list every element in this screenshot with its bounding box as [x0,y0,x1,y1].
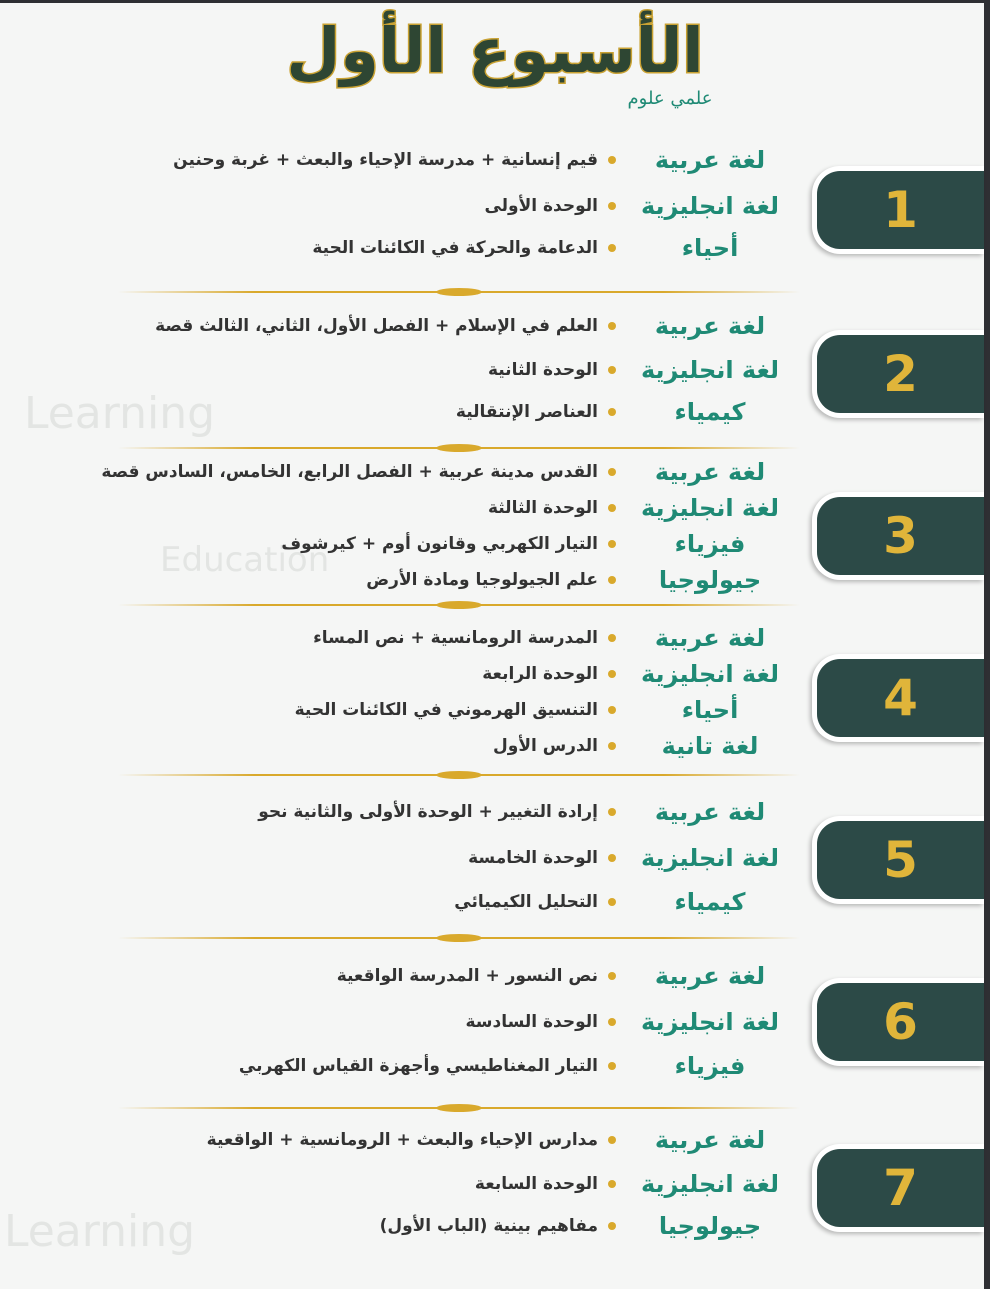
schedule-row [173,146,800,174]
topic-text: مفاهيم بينية (الباب الأول) [379,1216,598,1236]
week-number-box [812,492,984,580]
subject-label: لغة عربية [654,962,766,990]
bullet-icon [608,1062,616,1070]
topic-text: قيم إنسانية + مدرسة الإحياء والبعث + غربة وحنين [173,150,598,170]
subject-label: لغة انجليزية [640,660,780,688]
page-subtitle: علمي علوم [627,88,713,109]
topic-text: التيار المغناطيسي وأجهزة القياس الكهربي [238,1056,598,1076]
subject-label: أحياء [681,696,739,724]
topic-text: التحليل الكيميائي [454,892,598,912]
topic-text: الوحدة الخامسة [468,848,598,868]
topic-text: مدارس الإحياء والبعث + الرومانسية + الواقعية [206,1130,598,1150]
bullet-icon [608,408,616,416]
subject-label: لغة عربية [654,1126,766,1154]
bullet-icon [608,634,616,642]
schedule-row [337,962,800,990]
schedule-row [281,530,800,558]
subject-label: لغة عربية [654,312,766,340]
section-divider [118,1107,800,1109]
topic-text: الوحدة الثانية [487,360,598,380]
week-number: 4 [883,669,918,727]
schedule-row [488,356,800,384]
week-number: 1 [883,181,918,239]
schedule-row [313,624,800,652]
subject-label: لغة انجليزية [640,356,780,384]
bullet-icon [608,244,616,252]
topic-text: الوحدة السابعة [474,1174,598,1194]
subject-label: لغة انجليزية [640,192,780,220]
bullet-icon [608,322,616,330]
subject-label: لغة تانية [661,732,759,760]
bullet-icon [608,1222,616,1230]
topic-text: إرادة التغيير + الوحدة الأولى والثانية نحو [258,802,598,822]
bullet-icon [608,706,616,714]
schedule-row [312,234,800,262]
page-title: الأسبوع الأول [286,14,704,87]
schedule-row [155,312,800,340]
subject-label: فيزياء [674,530,746,558]
topic-text: التنسيق الهرموني في الكائنات الحية [294,700,598,720]
bullet-icon [608,156,616,164]
subject-label: جيولوجيا [658,566,762,594]
schedule-row [380,1212,800,1240]
topic-text: علم الجيولوجيا ومادة الأرض [366,570,598,590]
bullet-icon [608,576,616,584]
schedule-row [454,888,800,916]
topic-text: الوحدة الأولى [484,196,598,216]
week-number-box [812,330,984,418]
bullet-icon [608,468,616,476]
bullet-icon [608,670,616,678]
week-number: 5 [883,831,918,889]
subject-label: لغة عربية [654,458,766,486]
schedule-row [456,398,800,426]
week-number: 3 [883,507,918,565]
section-divider [118,937,800,939]
bullet-icon [608,898,616,906]
bullet-icon [608,366,616,374]
week-number: 6 [883,993,918,1051]
week-number: 2 [883,345,918,403]
subject-label: لغة عربية [654,146,766,174]
bullet-icon [608,1180,616,1188]
top-edge [0,0,990,3]
schedule-row [239,1052,800,1080]
bullet-icon [608,202,616,210]
right-edge [984,0,990,1289]
bullet-icon [608,808,616,816]
subject-label: أحياء [681,234,739,262]
schedule-row [482,660,800,688]
subject-label: لغة انجليزية [640,844,780,872]
bullet-icon [608,972,616,980]
week-number-box [812,166,984,254]
bullet-icon [608,504,616,512]
topic-text: الوحدة السادسة [465,1012,598,1032]
section-divider [118,291,800,293]
subject-label: لغة عربية [654,624,766,652]
watermark-text: Learning [4,1206,196,1257]
bullet-icon [608,540,616,548]
schedule-row [465,1008,800,1036]
subject-label: لغة انجليزية [640,1008,780,1036]
topic-text: العناصر الإنتقالية [455,402,598,422]
section-divider [118,604,800,606]
bullet-icon [608,1018,616,1026]
bullet-icon [608,854,616,862]
section-divider [118,447,800,449]
topic-text: المدرسة الرومانسية + نص المساء [313,628,598,648]
schedule-row [207,1126,800,1154]
schedule-row [493,732,800,760]
schedule-row [488,494,800,522]
schedule-row [484,192,800,220]
schedule-row [258,798,800,826]
topic-text: الوحدة الثالثة [487,498,598,518]
week-number-box [812,654,984,742]
topic-text: الوحدة الرابعة [482,664,598,684]
subject-label: لغة عربية [654,798,766,826]
topic-text: الدرس الأول [493,736,598,756]
subject-label: لغة انجليزية [640,1170,780,1198]
topic-text: العلم في الإسلام + الفصل الأول، الثاني، الثالث قصة [155,316,598,336]
week-number-box [812,816,984,904]
topic-text: التيار الكهربي وقانون أوم + كيرشوف [281,534,598,554]
bullet-icon [608,1136,616,1144]
section-divider [118,774,800,776]
schedule-row [475,1170,800,1198]
watermark-text: Education [160,540,330,580]
subject-label: كيمياء [674,888,746,916]
schedule-row [468,844,800,872]
topic-text: القدس مدينة عربية + الفصل الرابع، الخامس، السادس قصة [101,462,598,482]
week-number-box [812,978,984,1066]
subject-label: جيولوجيا [658,1212,762,1240]
schedule-row [366,566,800,594]
schedule-row [101,458,800,486]
schedule-row [295,696,800,724]
week-number-box [812,1144,984,1232]
topic-text: نص النسور + المدرسة الواقعية [336,966,598,986]
topic-text: الدعامة والحركة في الكائنات الحية [312,238,598,258]
week-number: 7 [883,1159,918,1217]
subject-label: فيزياء [674,1052,746,1080]
subject-label: لغة انجليزية [640,494,780,522]
bullet-icon [608,742,616,750]
subject-label: كيمياء [674,398,746,426]
watermark-text: Learning [24,388,216,439]
